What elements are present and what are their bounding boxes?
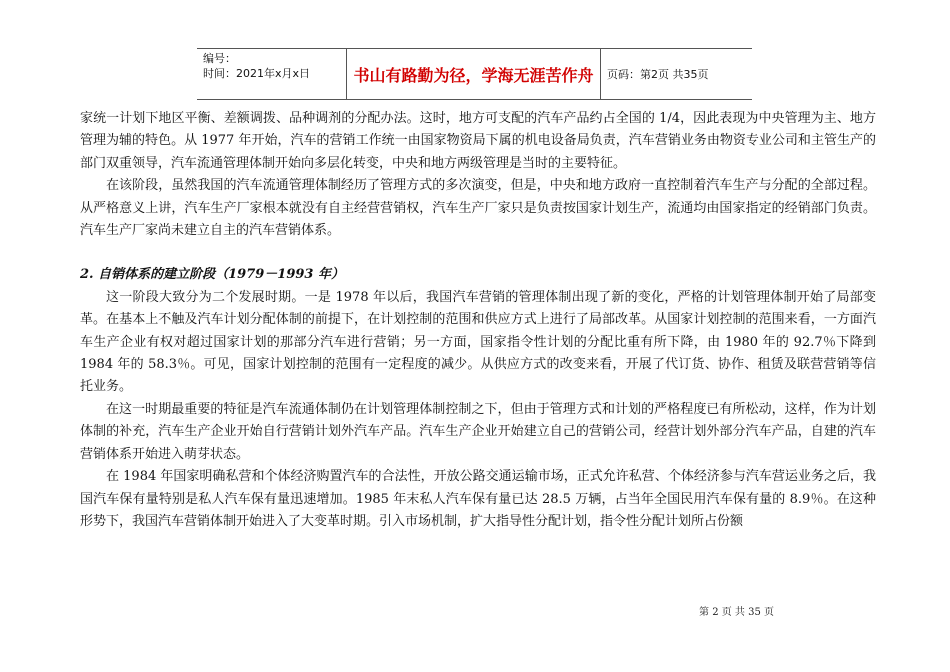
paragraph-5: 在 1984 年国家明确私营和个体经济购置汽车的合法性，开放公路交通运输市场，正式允许私营、个体经济参与汽车营运业务之后，我国汽车保有量特别是私人汽车保有量迅速增加。1985 年末私人汽车保有量已达 28.5 万辆，占当年全国民用汽车保有量的 8.9％。在这种形势下，我国汽车营销体制开始进入了大变革时期。引入市场机制，扩大指导性分配计划，指令性分配计划所占份额 (80, 469, 876, 529)
paragraph-2: 在该阶段，虽然我国的汽车流通管理体制经历了管理方式的多次演变，但是，中央和地方政府一直控制着汽车生产与分配的全部过程。从严格意义上讲，汽车生产厂家根本就没有自主经营营销权，汽车生产厂家只是负责按国家计划生产，流通均由国家指定的经销部门负责。汽车生产厂家尚未建立自主的汽车营销体系。 (80, 178, 876, 239)
paragraph-1: 家统一计划下地区平衡、差额调拨、品种调剂的分配办法。这时，地方可支配的汽车产品约占全国的 1/4，因此表现为中央管理为主、地方管理为辅的特色。从 1977 年开始，汽车的营销工作统一由国家物资局下属的机电设备局负责，汽车营销业务由物资专业公司和主管生产的部门双重领导，汽车流通管理体制开始向多层化转变，中央和地方两级管理是当时的主要特征。 (80, 111, 876, 171)
paragraph-4: 在这一时期最重要的特征是汽车流通体制仍在计划管理体制控制之下，但由于管理方式和计划的严格程度已有所松动，这样，作为计划体制的补充，汽车生产企业开始自行营销计划外汽车产品。汽车生产企业开始建立自己的营销公司，经营计划外部分汽车产品，自建的汽车营销体系开始进入萌芽状态。 (80, 401, 876, 462)
document-date-label: 时间：2021年x月x日 (203, 67, 311, 80)
page-header (197, 48, 752, 100)
section-heading: 2. 自销体系的建立阶段（1979－1993 年） (80, 267, 344, 283)
header-meta (197, 49, 347, 99)
header-page-info: 页码：第2页 共35页 (607, 68, 709, 81)
document-number-label: 编号： (203, 52, 236, 65)
document-body (80, 108, 876, 533)
header-slogan: 书山有路勤为径，学海无涯苦作舟 (347, 49, 601, 99)
page-footer: 第 2 页 共 35 页 (699, 607, 774, 618)
paragraph-3: 这一阶段大致分为二个发展时期。一是 1978 年以后，我国汽车营销的管理体制出现了新的变化，严格的计划管理体制开始了局部变革。在基本上不触及汽车计划分配体制的前提下，在计划控制的范围和供应方式上进行了局部改革。从国家计划控制的范围来看，一方面汽车生产企业有权对超过国家计划的那部分汽车进行营销；另一方面，国家指令性计划的分配比重有所下降，由 1980 年的 92.7％下降到 1984 年的 58.3％。可见，国家计划控制的范围有一定程度的减少。从供应方式的改变来看，开展了代订货、协作、租赁及联营营销等信托业务。 (80, 289, 876, 395)
